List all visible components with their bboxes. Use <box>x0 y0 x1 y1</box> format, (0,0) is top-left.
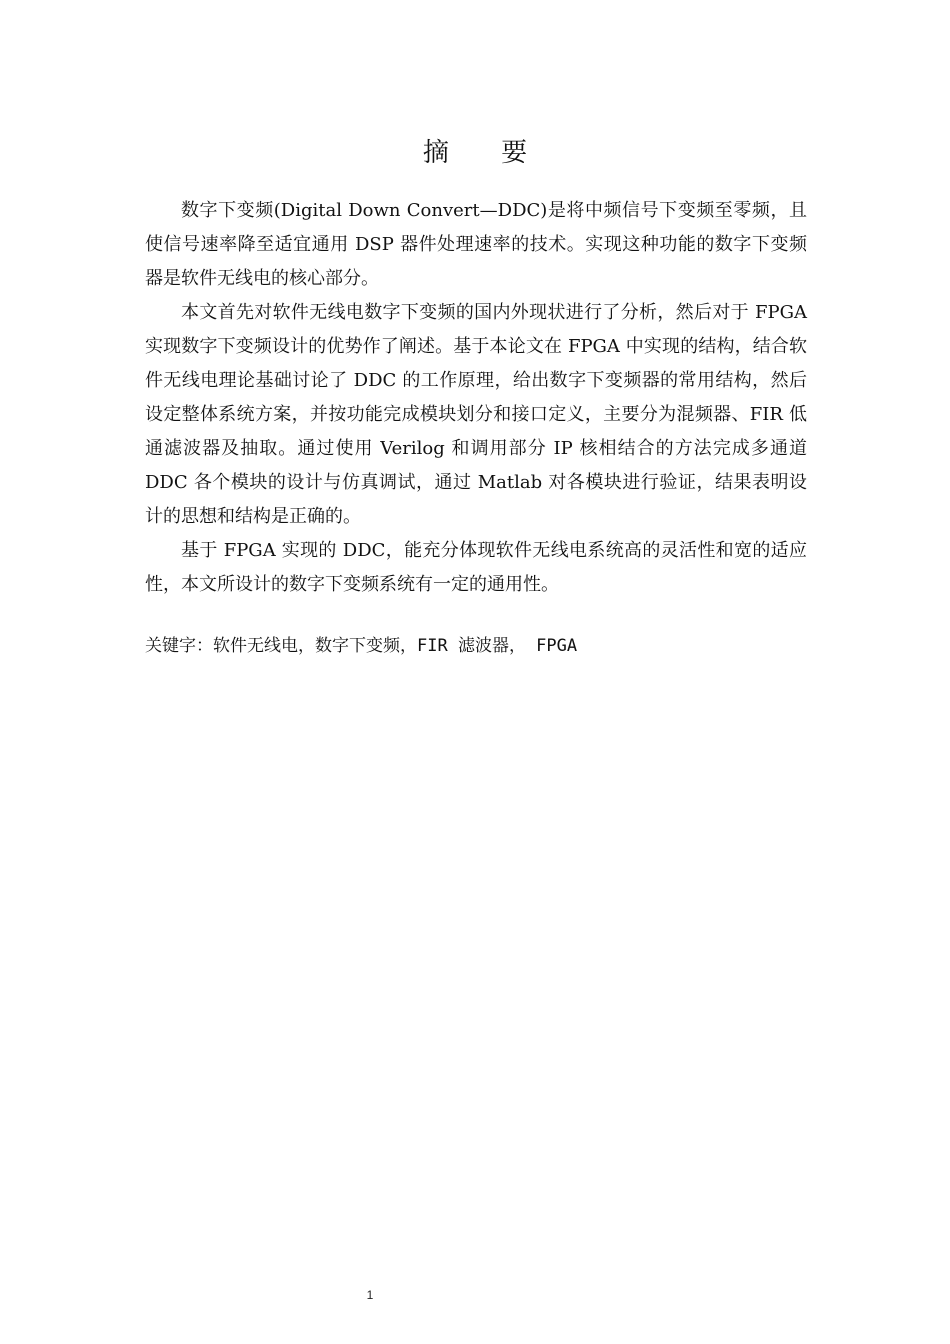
page-title: 摘 要 <box>422 138 550 168</box>
abstract-body <box>145 194 807 602</box>
abstract-paragraph-3: 基于 FPGA 实现的 DDC，能充分体现软件无线电系统高的灵活性和宽的适应性，本文所设计的数字下变频系统有一定的通用性。 <box>145 540 807 595</box>
keywords-line: 关键字：软件无线电，数字下变频，FIR 滤波器， FPGA <box>145 636 578 656</box>
page-number: 1 <box>366 1288 374 1302</box>
abstract-paragraph-2: 本文首先对软件无线电数字下变频的国内外现状进行了分析，然后对于 FPGA 实现数字下变频设计的优势作了阐述。基于本论文在 FPGA 中实现的结构，结合软件无线电理论基础讨论了 DDC 的工作原理，给出数字下变频器的常用结构，然后设定整体系统方案，并按功能完成模块划分和接口定义，主要分为混频器、FIR 低通滤波器及抽取。通过使用 Verilog 和调用部分 IP 核相结合的方法完成多通道 DDC 各个模块的设计与仿真调试，通过 Matlab 对各模块进行验证，结果表明设计的思想和结构是正确的。 <box>145 302 807 527</box>
abstract-paragraph-1: 数字下变频(Digital Down Convert—DDC)是将中频信号下变频至零频，且使信号速率降至适宜通用 DSP 器件处理速率的技术。实现这种功能的数字下变频器是软件无线电的核心部分。 <box>145 200 807 289</box>
